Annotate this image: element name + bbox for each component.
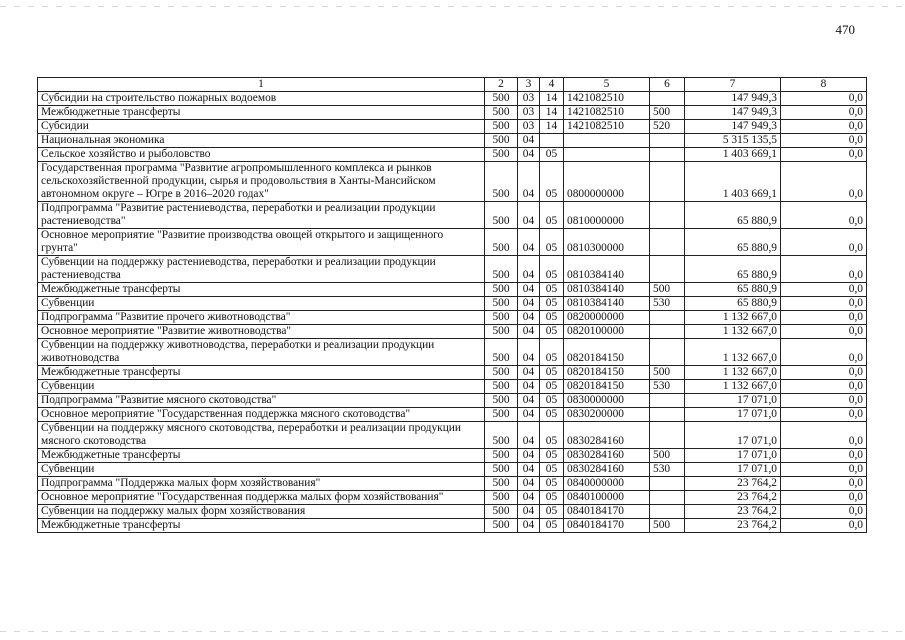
- amount-extra-cell: 0,0: [781, 283, 867, 297]
- admin-code-cell: 500: [485, 148, 518, 162]
- target-article-cell: 0820100000: [564, 325, 650, 339]
- subsection-cell: 05: [540, 297, 564, 311]
- amount-extra-cell: 0,0: [781, 256, 867, 283]
- table-row: [38, 325, 867, 339]
- expense-type-cell: [650, 325, 685, 339]
- table-row: [38, 505, 867, 519]
- expense-type-cell: [650, 311, 685, 325]
- subsection-cell: 05: [540, 202, 564, 229]
- subsection-cell: 05: [540, 256, 564, 283]
- amount-cell: 17 071,0: [685, 408, 781, 422]
- expense-type-cell: [650, 202, 685, 229]
- admin-code-cell: 500: [485, 162, 518, 202]
- amount-cell: 17 071,0: [685, 394, 781, 408]
- amount-extra-cell: 0,0: [781, 120, 867, 134]
- admin-code-cell: 500: [485, 311, 518, 325]
- table-row: [38, 134, 867, 148]
- admin-code-cell: 500: [485, 505, 518, 519]
- amount-cell: 1 132 667,0: [685, 380, 781, 394]
- expense-type-cell: 500: [650, 366, 685, 380]
- table-row: [38, 491, 867, 505]
- amount-cell: 65 880,9: [685, 297, 781, 311]
- target-article-cell: 0810384140: [564, 297, 650, 311]
- admin-code-cell: 500: [485, 422, 518, 449]
- table-row: [38, 422, 867, 449]
- target-article-cell: 0830284160: [564, 422, 650, 449]
- table-header-row: [38, 78, 867, 92]
- amount-extra-cell: 0,0: [781, 106, 867, 120]
- expense-type-cell: [650, 92, 685, 106]
- target-article-cell: 0800000000: [564, 162, 650, 202]
- subsection-cell: 05: [540, 491, 564, 505]
- subsection-cell: 14: [540, 120, 564, 134]
- row-name-cell: Основное мероприятие "Развитие производства овощей открытого и защищенного грунта": [38, 229, 485, 256]
- amount-extra-cell: 0,0: [781, 311, 867, 325]
- section-cell: 04: [518, 394, 540, 408]
- amount-extra-cell: 0,0: [781, 505, 867, 519]
- amount-cell: 5 315 135,5: [685, 134, 781, 148]
- table-row: [38, 162, 867, 202]
- table-row: [38, 463, 867, 477]
- expense-type-cell: 530: [650, 463, 685, 477]
- expense-type-cell: 500: [650, 283, 685, 297]
- section-cell: 04: [518, 477, 540, 491]
- admin-code-cell: 500: [485, 394, 518, 408]
- header-cell: 3: [518, 78, 540, 92]
- row-name-cell: Основное мероприятие "Государственная поддержка малых форм хозяйствования": [38, 491, 485, 505]
- subsection-cell: 14: [540, 92, 564, 106]
- target-article-cell: 0840184170: [564, 505, 650, 519]
- expense-type-cell: [650, 491, 685, 505]
- target-article-cell: 0810300000: [564, 229, 650, 256]
- section-cell: 04: [518, 311, 540, 325]
- amount-cell: 1 132 667,0: [685, 339, 781, 366]
- amount-cell: 23 764,2: [685, 519, 781, 533]
- amount-extra-cell: 0,0: [781, 297, 867, 311]
- target-article-cell: [564, 134, 650, 148]
- amount-extra-cell: 0,0: [781, 449, 867, 463]
- amount-cell: 1 132 667,0: [685, 325, 781, 339]
- subsection-cell: 05: [540, 162, 564, 202]
- admin-code-cell: 500: [485, 339, 518, 366]
- amount-extra-cell: 0,0: [781, 422, 867, 449]
- header-cell: 7: [685, 78, 781, 92]
- admin-code-cell: 500: [485, 106, 518, 120]
- expense-type-cell: [650, 422, 685, 449]
- admin-code-cell: 500: [485, 92, 518, 106]
- admin-code-cell: 500: [485, 491, 518, 505]
- target-article-cell: 0810384140: [564, 256, 650, 283]
- section-cell: 04: [518, 366, 540, 380]
- amount-cell: 23 764,2: [685, 491, 781, 505]
- section-cell: 03: [518, 92, 540, 106]
- section-cell: 04: [518, 229, 540, 256]
- section-cell: 04: [518, 463, 540, 477]
- table-row: [38, 311, 867, 325]
- section-cell: 04: [518, 162, 540, 202]
- table-row: [38, 449, 867, 463]
- table-row: [38, 229, 867, 256]
- target-article-cell: 1421082510: [564, 120, 650, 134]
- expense-type-cell: [650, 408, 685, 422]
- page-number: 470: [835, 22, 855, 37]
- row-name-cell: Межбюджетные трансферты: [38, 449, 485, 463]
- expense-type-cell: [650, 229, 685, 256]
- amount-extra-cell: 0,0: [781, 339, 867, 366]
- expense-type-cell: [650, 134, 685, 148]
- amount-extra-cell: 0,0: [781, 491, 867, 505]
- amount-extra-cell: 0,0: [781, 519, 867, 533]
- amount-extra-cell: 0,0: [781, 92, 867, 106]
- table-row: [38, 477, 867, 491]
- section-cell: 04: [518, 134, 540, 148]
- target-article-cell: 1421082510: [564, 106, 650, 120]
- admin-code-cell: 500: [485, 325, 518, 339]
- row-name-cell: Субсидии: [38, 120, 485, 134]
- admin-code-cell: 500: [485, 134, 518, 148]
- subsection-cell: 05: [540, 283, 564, 297]
- subsection-cell: 05: [540, 339, 564, 366]
- admin-code-cell: 500: [485, 408, 518, 422]
- amount-cell: 17 071,0: [685, 422, 781, 449]
- amount-extra-cell: 0,0: [781, 162, 867, 202]
- target-article-cell: 0840100000: [564, 491, 650, 505]
- target-article-cell: 0820184150: [564, 366, 650, 380]
- section-cell: 04: [518, 491, 540, 505]
- expense-type-cell: [650, 148, 685, 162]
- admin-code-cell: 500: [485, 202, 518, 229]
- section-cell: 04: [518, 339, 540, 366]
- target-article-cell: 1421082510: [564, 92, 650, 106]
- expense-type-cell: [650, 162, 685, 202]
- subsection-cell: 05: [540, 394, 564, 408]
- row-name-cell: Субвенции на поддержку животноводства, переработки и реализации продукции животноводства: [38, 339, 485, 366]
- amount-cell: 17 071,0: [685, 449, 781, 463]
- row-name-cell: Государственная программа "Развитие агропромышленного комплекса и рынков сельскохозяйственной продукции, сырья и продовольствия в Ханты-Мансийском автономном округе – Югре в 2016–2020 годах": [38, 162, 485, 202]
- expense-type-cell: 520: [650, 120, 685, 134]
- expense-type-cell: [650, 256, 685, 283]
- table-row: [38, 297, 867, 311]
- subsection-cell: 05: [540, 477, 564, 491]
- target-article-cell: 0820184150: [564, 380, 650, 394]
- row-name-cell: Межбюджетные трансферты: [38, 366, 485, 380]
- subsection-cell: 05: [540, 366, 564, 380]
- amount-cell: 65 880,9: [685, 283, 781, 297]
- amount-cell: 147 949,3: [685, 120, 781, 134]
- amount-extra-cell: 0,0: [781, 202, 867, 229]
- amount-extra-cell: 0,0: [781, 380, 867, 394]
- table-row: [38, 394, 867, 408]
- row-name-cell: Субвенции: [38, 380, 485, 394]
- amount-cell: 23 764,2: [685, 505, 781, 519]
- subsection-cell: 05: [540, 408, 564, 422]
- row-name-cell: Субвенции: [38, 297, 485, 311]
- subsection-cell: 05: [540, 380, 564, 394]
- amount-extra-cell: 0,0: [781, 148, 867, 162]
- amount-extra-cell: 0,0: [781, 463, 867, 477]
- admin-code-cell: 500: [485, 380, 518, 394]
- header-cell: 1: [38, 78, 485, 92]
- section-cell: 04: [518, 422, 540, 449]
- section-cell: 04: [518, 408, 540, 422]
- subsection-cell: 05: [540, 463, 564, 477]
- row-name-cell: Подпрограмма "Развитие мясного скотоводства": [38, 394, 485, 408]
- section-cell: 04: [518, 519, 540, 533]
- row-name-cell: Межбюджетные трансферты: [38, 519, 485, 533]
- table-row: [38, 92, 867, 106]
- amount-cell: 147 949,3: [685, 106, 781, 120]
- target-article-cell: 0820184150: [564, 339, 650, 366]
- section-cell: 04: [518, 148, 540, 162]
- subsection-cell: 14: [540, 106, 564, 120]
- row-name-cell: Межбюджетные трансферты: [38, 283, 485, 297]
- expense-type-cell: [650, 394, 685, 408]
- admin-code-cell: 500: [485, 519, 518, 533]
- target-article-cell: 0840184170: [564, 519, 650, 533]
- header-cell: 4: [540, 78, 564, 92]
- table-row: [38, 202, 867, 229]
- amount-extra-cell: 0,0: [781, 477, 867, 491]
- section-cell: 03: [518, 106, 540, 120]
- table-row: [38, 256, 867, 283]
- target-article-cell: 0810384140: [564, 283, 650, 297]
- header-cell: 6: [650, 78, 685, 92]
- row-name-cell: Национальная экономика: [38, 134, 485, 148]
- target-article-cell: 0830000000: [564, 394, 650, 408]
- row-name-cell: Субвенции: [38, 463, 485, 477]
- subsection-cell: 05: [540, 229, 564, 256]
- table-row: [38, 148, 867, 162]
- target-article-cell: 0830284160: [564, 449, 650, 463]
- admin-code-cell: 500: [485, 283, 518, 297]
- amount-cell: 65 880,9: [685, 256, 781, 283]
- row-name-cell: Подпрограмма "Развитие растениеводства, переработки и реализации продукции растениеводства": [38, 202, 485, 229]
- expense-type-cell: 500: [650, 449, 685, 463]
- table-row: [38, 380, 867, 394]
- amount-cell: 23 764,2: [685, 477, 781, 491]
- row-name-cell: Межбюджетные трансферты: [38, 106, 485, 120]
- section-cell: 03: [518, 120, 540, 134]
- amount-extra-cell: 0,0: [781, 325, 867, 339]
- target-article-cell: 0840000000: [564, 477, 650, 491]
- expense-type-cell: 530: [650, 297, 685, 311]
- scan-artifact-bottom: [0, 631, 905, 632]
- expense-type-cell: [650, 505, 685, 519]
- amount-cell: 1 132 667,0: [685, 366, 781, 380]
- subsection-cell: 05: [540, 519, 564, 533]
- subsection-cell: 05: [540, 422, 564, 449]
- admin-code-cell: 500: [485, 366, 518, 380]
- section-cell: 04: [518, 325, 540, 339]
- row-name-cell: Субвенции на поддержку мясного скотоводства, переработки и реализации продукции мясного скотоводства: [38, 422, 485, 449]
- subsection-cell: 05: [540, 325, 564, 339]
- section-cell: 04: [518, 449, 540, 463]
- amount-extra-cell: 0,0: [781, 134, 867, 148]
- table-row: [38, 366, 867, 380]
- section-cell: 04: [518, 380, 540, 394]
- table-row: [38, 106, 867, 120]
- row-name-cell: Подпрограмма "Развитие прочего животноводства": [38, 311, 485, 325]
- header-cell: 5: [564, 78, 650, 92]
- subsection-cell: 05: [540, 505, 564, 519]
- row-name-cell: Субвенции на поддержку растениеводства, переработки и реализации продукции растениеводства: [38, 256, 485, 283]
- target-article-cell: 0820000000: [564, 311, 650, 325]
- expense-type-cell: 500: [650, 519, 685, 533]
- table-row: [38, 339, 867, 366]
- table-row: [38, 283, 867, 297]
- header-cell: 8: [781, 78, 867, 92]
- admin-code-cell: 500: [485, 477, 518, 491]
- amount-cell: 147 949,3: [685, 92, 781, 106]
- section-cell: 04: [518, 297, 540, 311]
- amount-extra-cell: 0,0: [781, 408, 867, 422]
- section-cell: 04: [518, 505, 540, 519]
- subsection-cell: 05: [540, 148, 564, 162]
- subsection-cell: 05: [540, 449, 564, 463]
- target-article-cell: 0830284160: [564, 463, 650, 477]
- admin-code-cell: 500: [485, 120, 518, 134]
- admin-code-cell: 500: [485, 463, 518, 477]
- budget-table: [37, 77, 867, 533]
- header-cell: 2: [485, 78, 518, 92]
- admin-code-cell: 500: [485, 449, 518, 463]
- amount-extra-cell: 0,0: [781, 394, 867, 408]
- admin-code-cell: 500: [485, 256, 518, 283]
- row-name-cell: Сельское хозяйство и рыболовство: [38, 148, 485, 162]
- section-cell: 04: [518, 202, 540, 229]
- section-cell: 04: [518, 283, 540, 297]
- admin-code-cell: 500: [485, 297, 518, 311]
- row-name-cell: Основное мероприятие "Развитие животноводства": [38, 325, 485, 339]
- scan-artifact-top: [0, 6, 905, 7]
- amount-extra-cell: 0,0: [781, 366, 867, 380]
- target-article-cell: 0810000000: [564, 202, 650, 229]
- expense-type-cell: 500: [650, 106, 685, 120]
- amount-cell: 17 071,0: [685, 463, 781, 477]
- amount-cell: 65 880,9: [685, 202, 781, 229]
- subsection-cell: 05: [540, 311, 564, 325]
- section-cell: 04: [518, 256, 540, 283]
- amount-cell: 1 403 669,1: [685, 162, 781, 202]
- amount-cell: 1 132 667,0: [685, 311, 781, 325]
- amount-cell: 65 880,9: [685, 229, 781, 256]
- target-article-cell: [564, 148, 650, 162]
- amount-cell: 1 403 669,1: [685, 148, 781, 162]
- amount-extra-cell: 0,0: [781, 229, 867, 256]
- subsection-cell: [540, 134, 564, 148]
- expense-type-cell: [650, 339, 685, 366]
- table-row: [38, 519, 867, 533]
- expense-type-cell: [650, 477, 685, 491]
- admin-code-cell: 500: [485, 229, 518, 256]
- expense-type-cell: 530: [650, 380, 685, 394]
- table-row: [38, 120, 867, 134]
- row-name-cell: Подпрограмма "Поддержка малых форм хозяйствования": [38, 477, 485, 491]
- target-article-cell: 0830200000: [564, 408, 650, 422]
- row-name-cell: Субвенции на поддержку малых форм хозяйствования: [38, 505, 485, 519]
- row-name-cell: Основное мероприятие "Государственная поддержка мясного скотоводства": [38, 408, 485, 422]
- table-row: [38, 408, 867, 422]
- row-name-cell: Субсидии на строительство пожарных водоемов: [38, 92, 485, 106]
